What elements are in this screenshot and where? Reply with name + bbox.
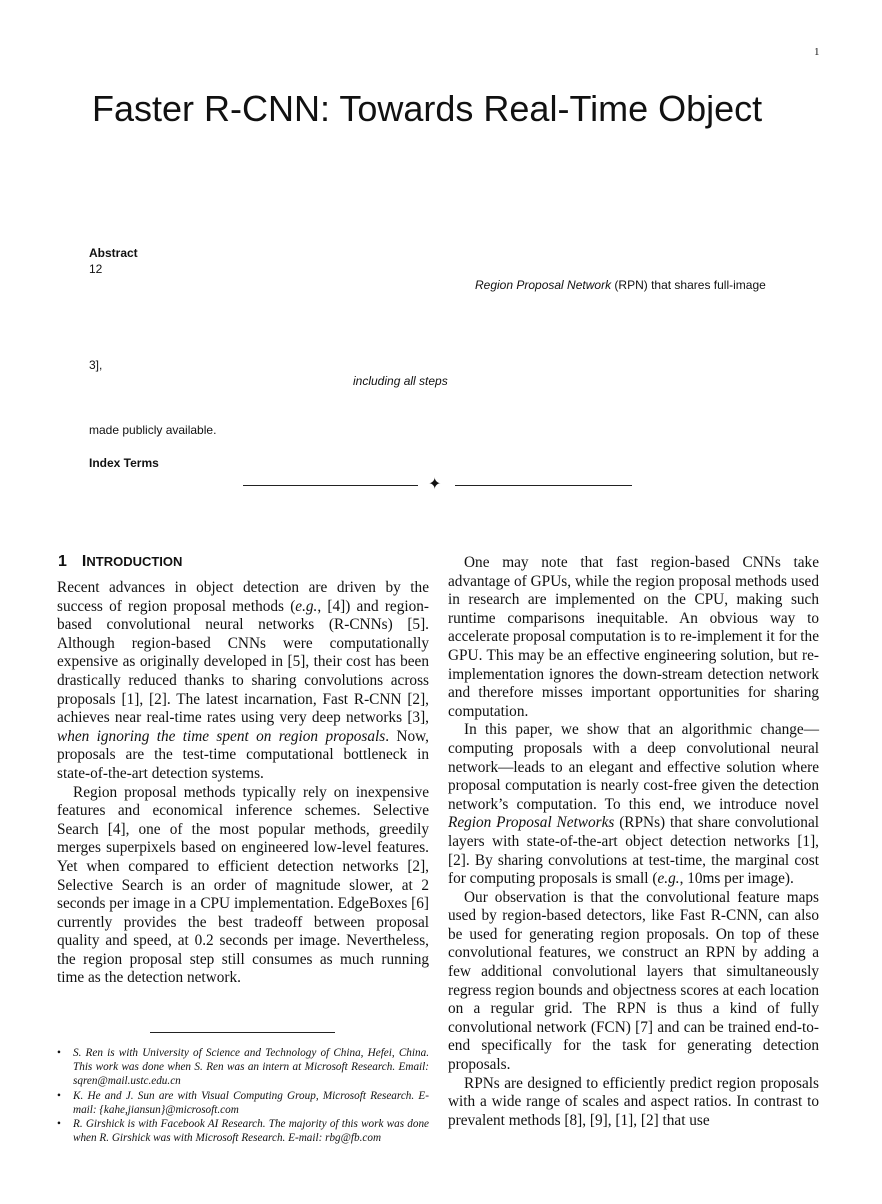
index-terms-heading: Index Terms bbox=[89, 456, 159, 470]
text-run: Region Proposal Networks bbox=[448, 814, 615, 832]
footnote-rule bbox=[150, 1032, 335, 1033]
text-run: Recent advances in object detection are driven by the success of region proposal methods ( bbox=[57, 579, 429, 615]
footnote-text: S. Ren is with University of Science and Technology of China, Hefei, China. This work was done when S. Ren was an intern at Microsoft Research. Email: sqren@mail.ustc.edu.cn bbox=[73, 1047, 429, 1088]
footnote bbox=[57, 1046, 429, 1089]
bullet-icon: • bbox=[57, 1118, 61, 1131]
divider-star-icon: ✦ bbox=[428, 476, 442, 493]
footnotes bbox=[57, 1046, 429, 1145]
footnote-text: K. He and J. Sun are with Visual Computing Group, Microsoft Research. E-mail: {kahe,jiansun}@microsoft.com bbox=[73, 1089, 429, 1116]
divider-rule-left bbox=[243, 485, 418, 486]
footnote bbox=[57, 1089, 429, 1117]
abstract-emphasis: including all steps bbox=[353, 374, 448, 388]
text-run: when ignoring the time spent on region proposals bbox=[57, 727, 386, 745]
abstract-fragment: 12 bbox=[89, 262, 103, 276]
paragraph: One may note that fast region-based CNNs take advantage of GPUs, while the region proposal methods used in research are implemented on the CPU, making such runtime comparisons inequitable. An obvious way to accelerate proposal computation is to re-implement it for the GPU. This may be an effective engineering solution, but re-implementation ignores the down-stream detection network and therefore misses important opportunities for sharing computation. bbox=[448, 554, 819, 720]
paragraph: Our observation is that the convolutional feature maps used by region-based detectors, like Fast R-CNN, can also be used for generating region proposals. On top of these convolutional features, we construct an RPN by adding a few additional convolutional layers that simultaneously regress region bounds and objectness scores at each location on a regular grid. The RPN is thus a kind of fully convolutional network (FCN) [7] and can be trained end-to-end specifically for the task for generating detection proposals. bbox=[448, 888, 819, 1074]
section-title-rest: NTRODUCTION bbox=[86, 554, 183, 569]
text-run: (RPNs) that share convolutional layers with state-of-the-art object detection networks [1], [2]. By sharing convolutions at test-time, the marginal cost for computing proposals is small ( bbox=[448, 814, 819, 888]
bullet-icon: • bbox=[57, 1047, 61, 1059]
paragraph: Region proposal methods typically rely on inexpensive features and economical inference schemes. Selective Search [4], one of the most popular methods, greedily merges superpixels based on engineered low-level features. Yet when compared to efficient detection networks [2], Selective Search is an order of magnitude slower, at 2 seconds per image in a CPU implementation. EdgeBoxes [6] currently provides the best tradeoff between proposal quality and speed, at 0.2 seconds per image. Nevertheless, the region proposal step still consumes as much running time as the detection network. bbox=[57, 783, 429, 987]
abstract-fragment bbox=[475, 278, 766, 292]
page-number: 1 bbox=[814, 46, 820, 58]
left-column bbox=[57, 579, 429, 988]
text-run: e.g. bbox=[295, 597, 318, 615]
abstract-fragment: 3], bbox=[89, 358, 103, 372]
divider-rule-right bbox=[455, 485, 632, 486]
text-run: . Now, proposals are the test-time computational bottleneck in state-of-the-art detection systems. bbox=[57, 727, 429, 782]
paper-title: Faster R-CNN: Towards Real-Time Object bbox=[92, 88, 763, 129]
section-title-initial: I bbox=[81, 553, 87, 570]
text-run: , 10ms per image). bbox=[679, 870, 794, 888]
bullet-icon: • bbox=[57, 1089, 61, 1102]
text-run: , [4]) and region-based convolutional neural networks (R-CNNs) [5]. Although region-based CNNs were computationally expensive as originally developed in [5], their cost has been drastically reduced thanks to sharing convolutions across proposals [1], [2]. The latest incarnation, Fast R-CNN [2], achieves near real-time rates using very deep networks [3], bbox=[57, 597, 429, 727]
text-run: e.g. bbox=[657, 870, 680, 888]
abstract-heading: Abstract bbox=[89, 246, 138, 260]
abstract-fragment bbox=[353, 374, 448, 388]
text-run: In this paper, we show that an algorithmic change—computing proposals with a deep convolutional neural network—leads to an elegant and effective solution where proposal computation is nearly cost-free given the detection network’s computation. To this end, we introduce novel bbox=[448, 721, 819, 813]
right-column bbox=[448, 554, 819, 1130]
footnote-text: R. Girshick is with Facebook AI Research. The majority of this work was done when R. Girshick was with Microsoft Research. E-mail: rbg@fb.com bbox=[73, 1118, 429, 1145]
paragraph: RPNs are designed to efficiently predict region proposals with a wide range of scales and aspect ratios. In contrast to prevalent methods [8], [9], [1], [2] that use bbox=[448, 1074, 819, 1129]
abstract-rpn-term: Region Proposal Network bbox=[475, 278, 612, 292]
abstract-fragment: made publicly available. bbox=[89, 423, 217, 437]
abstract-rpn-rest: (RPN) that shares full-image bbox=[614, 278, 766, 292]
section-heading bbox=[58, 553, 182, 571]
paragraph bbox=[57, 579, 429, 784]
footnote bbox=[57, 1117, 429, 1145]
section-number: 1 bbox=[58, 553, 67, 570]
paragraph bbox=[448, 721, 819, 888]
